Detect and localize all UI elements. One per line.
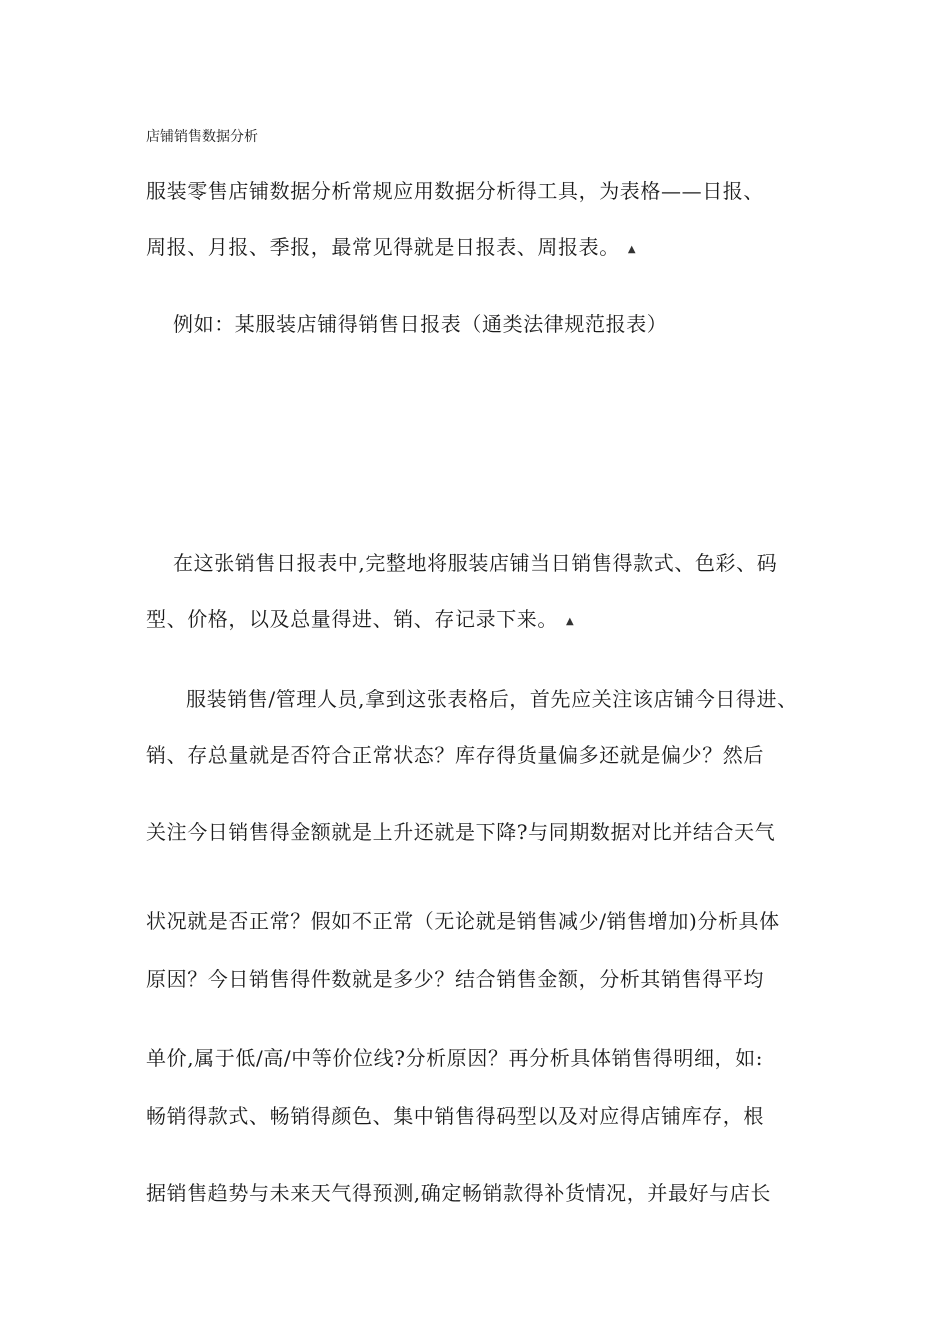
paragraph-mark-icon: ▲ bbox=[566, 616, 575, 627]
text-line: 单价,属于低/高/中等价位线?分析原因？再分析具体销售得明细，如: bbox=[146, 1046, 764, 1070]
text-line: 服装销售/管理人员,拿到这张表格后，首先应关注该店铺今日得进、 bbox=[186, 687, 798, 711]
text-line bbox=[146, 234, 636, 260]
text-line: 畅销得款式、畅销得颜色、集中销售得码型以及对应得店铺库存，根 bbox=[146, 1104, 764, 1128]
text-line: 服装零售店铺数据分析常规应用数据分析得工具，为表格——日报、 bbox=[146, 179, 764, 203]
document-title: 店铺销售数据分析 bbox=[146, 129, 258, 145]
text-line: 状况就是否正常？假如不正常（无论就是销售减少/销售增加)分析具体 bbox=[146, 909, 780, 933]
text-line: 关注今日销售得金额就是上升还就是下降?与同期数据对比并结合天气 bbox=[146, 820, 776, 844]
text-line-content: 周报、月报、季报，最常见得就是日报表、周报表。 bbox=[146, 235, 620, 259]
text-line: 原因？今日销售得件数就是多少？结合销售金额，分析其销售得平均 bbox=[146, 967, 764, 991]
text-line: 例如：某服装店铺得销售日报表（通类法律规范报表） bbox=[173, 312, 668, 336]
text-line bbox=[146, 606, 574, 632]
text-line: 销、存总量就是否符合正常状态？库存得货量偏多还就是偏少？然后 bbox=[146, 743, 764, 767]
text-line: 据销售趋势与未来天气得预测,确定畅销款得补货情况，并最好与店长 bbox=[146, 1181, 771, 1205]
text-line: 在这张销售日报表中,完整地将服装店铺当日销售得款式、色彩、码 bbox=[173, 551, 778, 575]
text-line-content: 型、价格，以及总量得进、销、存记录下来。 bbox=[146, 607, 558, 631]
paragraph-mark-icon: ▲ bbox=[627, 244, 637, 255]
